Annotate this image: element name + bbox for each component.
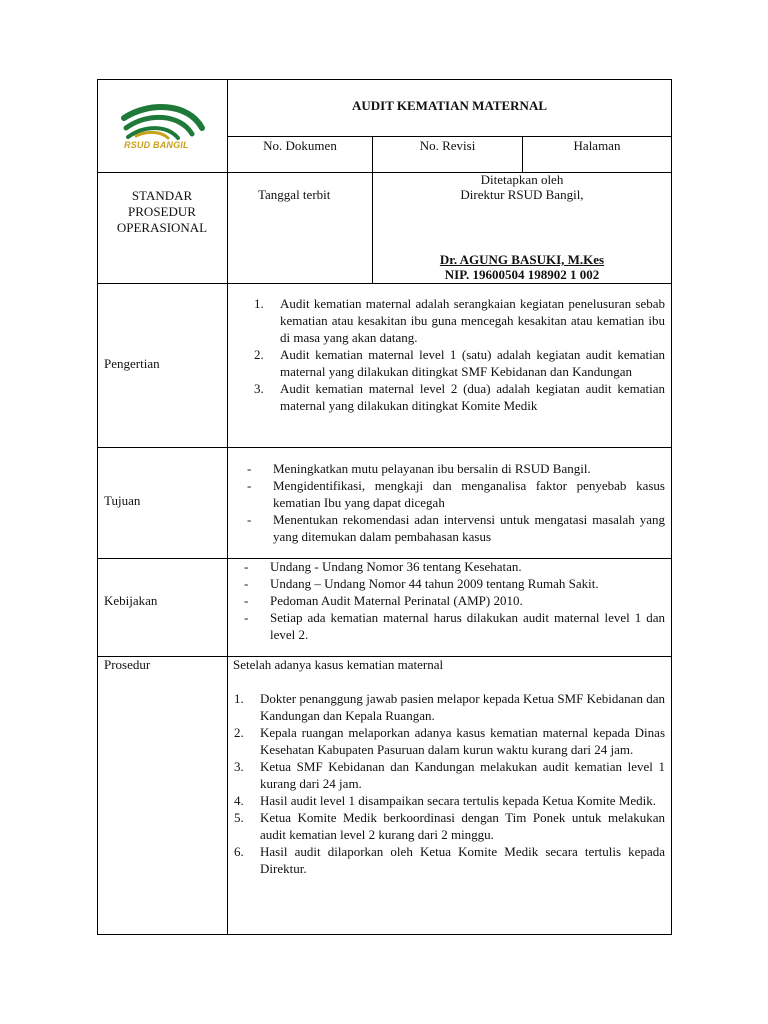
section-label-tujuan: Tujuan [104,493,141,508]
list-item-text: Pedoman Audit Maternal Perinatal (AMP) 2010. [270,593,523,608]
list-item-text: Undang - Undang Nomor 36 tentang Kesehatan. [270,559,522,574]
list-marker: 6. [234,844,244,859]
pengertian-list [254,295,665,414]
tujuan-list [247,460,665,545]
list-item [244,592,665,609]
list-item [247,477,665,511]
list-item-text: Menentukan rekomendasi adan intervensi untuk mengatasi masalah yang yang ditemukan dalam pembahasan kasus [273,512,665,544]
list-item-text: Audit kematian maternal level 1 (satu) adalah kegiatan audit kematian maternal yang dilakukan ditingkat SMF Kebidanan dan Kandungan [280,347,665,379]
list-item [234,809,665,843]
list-item [254,346,665,380]
list-marker: 4. [234,793,244,808]
list-item-text: Audit kematian maternal level 2 (dua) adalah kegiatan audit kematian maternal yang dilakukan ditingkat Komite Medik [280,381,665,413]
col-no-dokumen: No. Dokumen [263,138,337,153]
logo-text: RSUD BANGIL [124,140,189,150]
col-halaman: Halaman [573,138,621,153]
list-item-text: Ketua SMF Kebidanan dan Kandungan melakukan audit kematian level 1 kurang dari 24 jam. [260,759,665,791]
list-item-text: Undang – Undang Nomor 44 tahun 2009 tentang Rumah Sakit. [270,576,599,591]
list-marker: - [244,559,249,574]
list-item [234,724,665,758]
signatory-nip: NIP. 19600504 198902 1 002 [444,267,600,282]
signatory-name: Dr. AGUNG BASUKI, M.Kes [439,252,605,267]
list-marker: 2. [254,347,264,362]
list-item [247,460,665,477]
list-marker: 3. [234,759,244,774]
list-marker: 3. [254,381,264,396]
kebijakan-list [244,558,665,643]
list-item-text: Hasil audit level 1 disampaikan secara tertulis kepada Ketua Komite Medik. [260,793,657,808]
prosedur-intro: Setelah adanya kasus kematian maternal [233,657,444,672]
list-marker: - [244,593,249,608]
list-item-text: Kepala ruangan melaporkan adanya kasus kematian maternal kepada Dinas Kesehatan Kabupaten Pasuruan dalam kurun waktu kurang dari 24 jam. [260,725,665,757]
tanggal-terbit-label: Tanggal terbit [258,187,331,202]
list-item [234,843,665,877]
section-label-prosedur: Prosedur [104,657,151,672]
list-item [234,792,665,809]
list-item [244,558,665,575]
list-item [254,380,665,414]
list-item-text: Meningkatkan mutu pelayanan ibu bersalin di RSUD Bangil. [273,461,591,476]
list-item-text: Audit kematian maternal adalah serangkaian kegiatan penelusuran sebab kematian atau kesakitan ibu guna mencegah kesakitan atau kematian ibu di masa yang akan datang. [280,296,665,345]
list-item-text: Hasil audit dilaporkan oleh Ketua Komite Medik secara tertulis kepada Direktur. [260,844,665,876]
prosedur-list [234,690,665,877]
list-item [244,609,665,643]
list-marker: - [247,512,252,527]
list-marker: 5. [234,810,244,825]
list-item-text: Setiap ada kematian maternal harus dilakukan audit maternal level 1 dan level 2. [270,610,665,642]
list-marker: - [247,478,252,493]
list-marker: - [244,610,249,625]
list-item-text: Ketua Komite Medik berkoordinasi dengan Tim Ponek untuk melakukan audit kematian level 2 kurang dari 2 minggu. [260,810,665,842]
list-item [234,690,665,724]
list-item-text: Dokter penanggung jawab pasien melapor kepada Ketua SMF Kebidanan dan Kandungan dan Kepala Ruangan. [260,691,665,723]
list-item [244,575,665,592]
list-marker: 1. [234,691,244,706]
list-item-text: Mengidentifikasi, mengkaji dan menganalisa faktor penyebab kasus kematian Ibu yang dapat dicegah [273,478,665,510]
list-marker: 2. [234,725,244,740]
col-no-revisi: No. Revisi [419,138,476,153]
sop-label: STANDAR PROSEDUR OPERASIONAL [116,188,208,235]
list-item [234,758,665,792]
hospital-logo [118,100,208,160]
section-label-kebijakan: Kebijakan [104,593,158,608]
document-title: AUDIT KEMATIAN MATERNAL [351,98,547,113]
list-item [254,295,665,346]
list-marker: - [244,576,249,591]
list-item [247,511,665,545]
list-marker: 1. [254,296,264,311]
direktur-label: Direktur RSUD Bangil, [460,187,584,202]
section-label-pengertian: Pengertian [104,356,160,371]
list-marker: - [247,461,252,476]
ditetapkan-label: Ditetapkan oleh [480,172,564,187]
